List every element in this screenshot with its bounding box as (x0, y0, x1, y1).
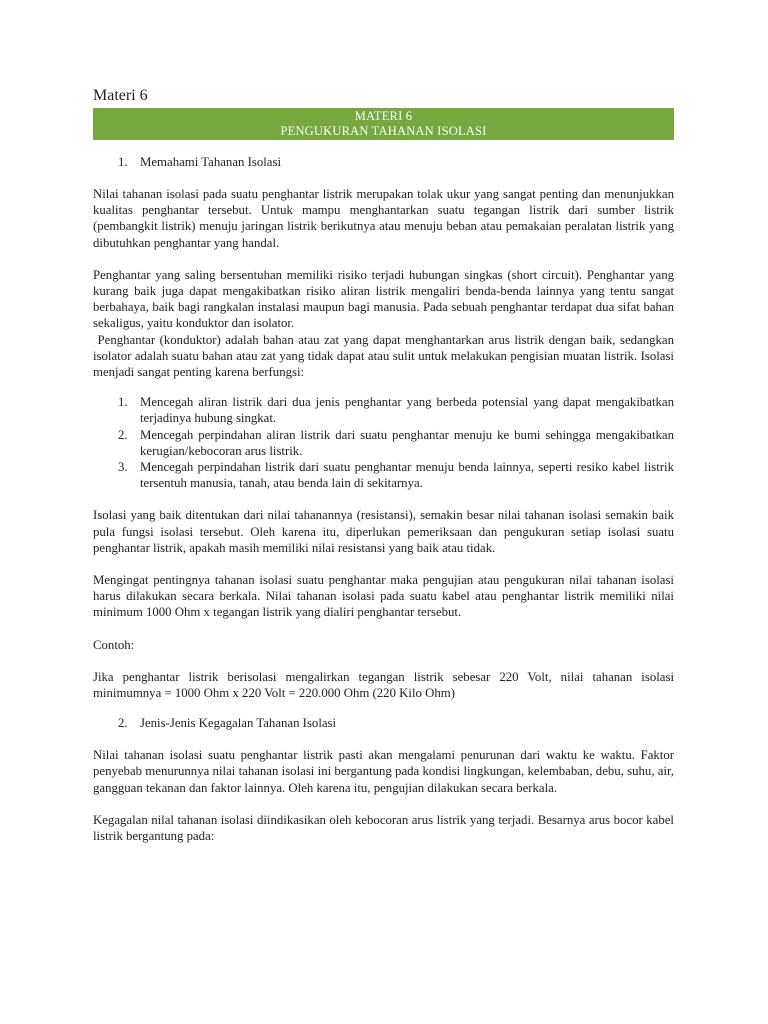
section-1-paragraph-3: Isolasi yang baik ditentukan dari nilai tahanannya (resistansi), semakin besar nilai tahanan isolasi semakin baik pula fungsi isolasi tersebut. Oleh karena itu, diperlukan pemeriksaan dan pengukuran setiap isolasi suatu penghantar listrik, apakah masih memiliki nilai resistansi yang baik atau tidak. (93, 508, 674, 555)
section-1-heading (93, 154, 674, 170)
example-label: Contoh: (93, 637, 135, 652)
list-item-number: 3. (118, 460, 128, 475)
list-item-number: 2. (118, 427, 128, 442)
list-item-number: 1. (118, 395, 128, 410)
document-page (93, 86, 674, 844)
section-2-heading (93, 715, 674, 731)
list-item (93, 427, 674, 459)
list-item-text: Mencegah perpindahan listrik dari suatu penghantar menuju benda lainnya, seperti resiko kabel listrik tersentuh manusia, tanah, atau benda lain di sekitarnya. (140, 460, 674, 491)
list-item (93, 459, 674, 491)
title-banner (93, 108, 674, 140)
banner-line-1: MATERI 6 (354, 109, 413, 123)
section-1-paragraph-4: Mengingat pentingnya tahanan isolasi suatu penghantar maka pengujian atau pengukuran nilai tahanan isolasi harus dilakukan secara berkala. Nilai tahanan isolasi pada suatu kabel atau penghantar listrik memiliki nilai minimum 1000 Ohm x tegangan listrik yang dialiri penghantar tersebut. (93, 573, 674, 620)
list-item (93, 394, 674, 426)
section-2-paragraph-2: Kegagalan nilal tahanan isolasi diindikasikan oleh kebocoran arus listrik yang terjadi. Besarnya arus bocor kabel listrik bergantung pada: (93, 812, 674, 844)
example-text: Jika penghantar listrik berisolasi mengalirkan tegangan listrik sebesar 220 Volt, nilai tahanan isolasi minimumnya = 1000 Ohm x 220 Volt = 220.000 Ohm (220 Kilo Ohm) (93, 669, 674, 701)
section-1-paragraph-2a: Penghantar yang saling bersentuhan memiliki risiko terjadi hubungan singkas (short circuit). Penghantar yang kurang baik juga dapat mengakibatkan risiko aliran listrik mengaliri benda-benda lainnya yang tentu sangat berbahaya, baik bagi rangkalan instalasi maupun bagi manusia. Pada sebuah penghantar terdapat dua sifat bahan sekaligus, yaitu konduktor dan isolator. (93, 267, 674, 331)
functions-list (93, 394, 674, 491)
section-2-number: 2. (118, 716, 128, 731)
section-1-paragraph-2b: Penghantar (konduktor) adalah bahan atau zat yang dapat menghantarkan arus listrik dengan baik, sedangkan isolator adalah suatu bahan atau zat yang tidak dapat atau sulit untuk melakukan pengisian muatan listrik. Isolasi menjadi sangat penting karena berfungsi: (93, 332, 675, 380)
section-2-title: Jenis-Jenis Kegagalan Tahanan Isolasi (140, 716, 337, 731)
section-2-paragraph-1: Nilai tahanan isolasi suatu penghantar listrik pasti akan mengalami penurunan dari waktu ke waktu. Faktor penyebab menurunnya nilai tahanan isolasi ini bergantung pada kondisi lingkungan, kelembaban, debu, suhu, air, gangguan tekanan dan faktor lainnya. Oleh karena itu, pengujian dilakukan secara berkala. (93, 748, 674, 795)
banner-line-2: PENGUKURAN TAHANAN ISOLASI (280, 124, 487, 138)
list-item-text: Mencegah aliran listrik dari dua jenis penghantar yang berbeda potensial yang dapat mengakibatkan terjadinya hubung singkat. (140, 395, 674, 426)
section-1-title: Memahami Tahanan Isolasi (140, 155, 282, 169)
list-item-text: Mencegah perpindahan aliran listrik dari suatu penghantar menuju ke bumi sehingga mengakibatkan kerugian/kebocoran arus listrik. (140, 427, 674, 458)
section-1-paragraph-1: Nilai tahanan isolasi pada suatu penghantar listrik merupakan tolak ukur yang sangat penting dan menunjukkan kualitas penghantar tersebut. Untuk mampu menghantarkan suatu tegangan listrik dari sumber listrik (pembangkit listrik) menuju jaringan listrik berikutnya atau menuju beban atau pemakaian peralatan listrik yang dibutuhkan penghantar yang handal. (93, 187, 674, 250)
section-1-number: 1. (118, 155, 128, 169)
page-title: Materi 6 (93, 87, 148, 104)
